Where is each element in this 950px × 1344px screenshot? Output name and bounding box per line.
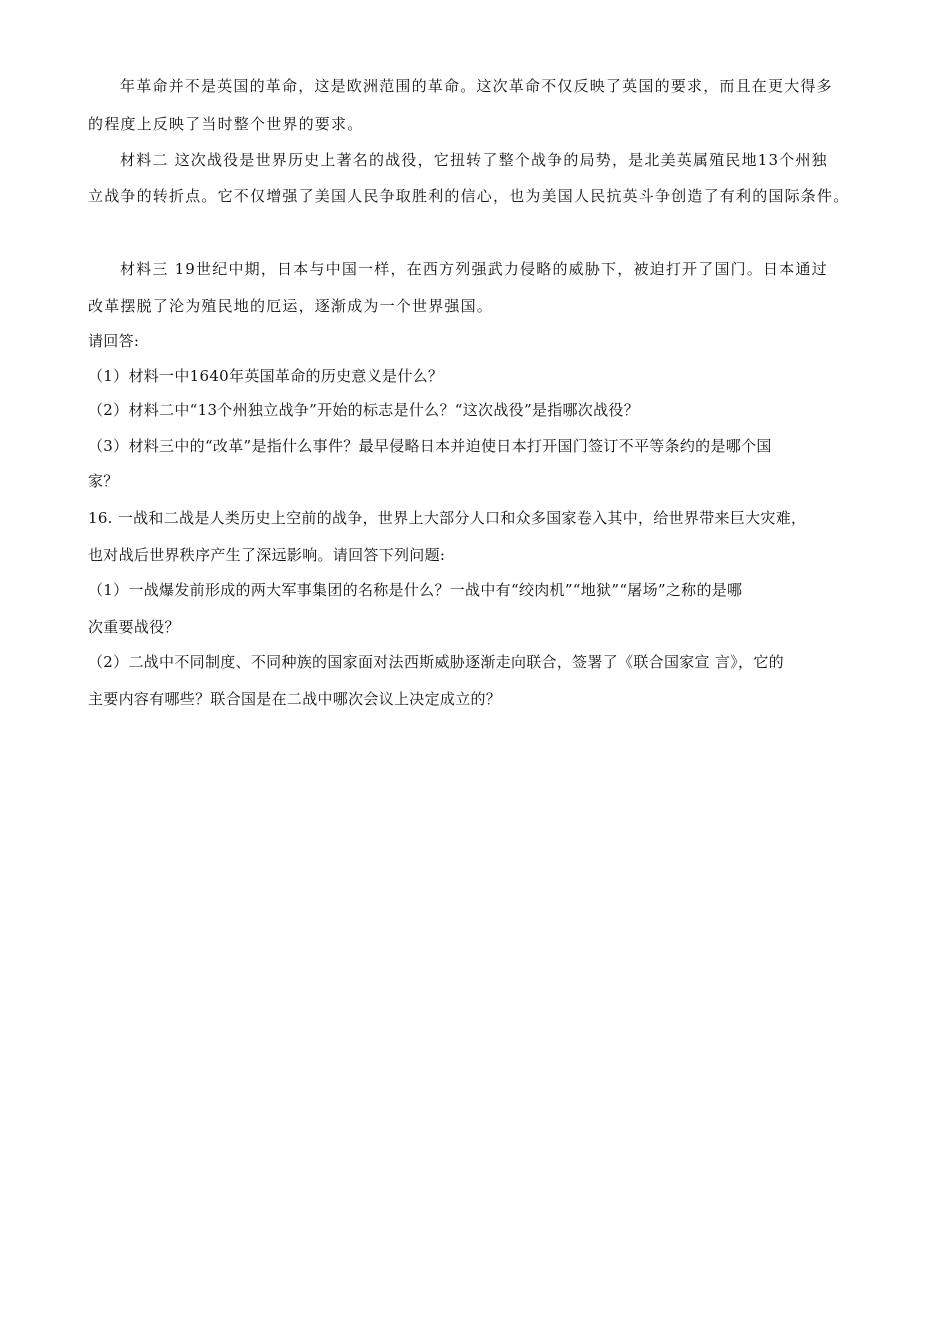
q16-sub2-line1: （2）二战中不同制度、不同种族的国家面对法西斯威胁逐渐走向联合，签署了《联合国家宣 言》，它的: [88, 653, 784, 671]
q16-sub1-line1: （1）一战爆发前形成的两大军事集团的名称是什么？一战中有“绞肉机”“地狱”“屠场”之称的是哪: [88, 581, 743, 599]
q15-sub3-line2: 家？: [88, 472, 119, 490]
q16-stem-line2: 也对战后世界秩序产生了深远影响。请回答下列问题:: [88, 546, 446, 564]
q16-sub1-line2: 次重要战役？: [88, 618, 180, 636]
material1-text-line1: 年革命并不是英国的革命，这是欧洲范围的革命。这次革命不仅反映了英国的要求，而且在更大得多: [120, 77, 833, 95]
material2-text-line2: 立战争的转折点。它不仅增强了美国人民争取胜利的信心，也为美国人民抗英斗争创造了有利的国际条件。: [88, 187, 850, 205]
q15-sub3-line1: （3）材料三中的“改革”是指什么事件？最早侵略日本并迫使日本打开国门签订不平等条约的是哪个国: [88, 437, 772, 455]
q16-sub2-line2: 主要内容有哪些？联合国是在二战中哪次会议上决定成立的？: [88, 690, 502, 708]
q15-sub2: （2）材料二中“13个州独立战争”开始的标志是什么？“这次战役”是指哪次战役？: [88, 401, 640, 419]
answer-prompt: 请回答:: [88, 332, 140, 350]
material3-text-line2: 改革摆脱了沦为殖民地的厄运，逐渐成为一个世界强国。: [88, 297, 494, 315]
material2-text-line1: 材料二 这次战役是世界历史上著名的战役，它扭转了整个战争的局势，是北美英属殖民地13个州独: [120, 151, 828, 169]
material1-text-line2: 的程度上反映了当时整个世界的要求。: [88, 115, 364, 133]
q15-sub1: （1）材料一中1640年英国革命的历史意义是什么？: [88, 367, 444, 385]
material3-text-line1: 材料三 19世纪中期，日本与中国一样，在西方列强武力侵略的威胁下，被迫打开了国门。日本通过: [120, 260, 828, 278]
q16-stem-line1: 16. 一战和二战是人类历史上空前的战争，世界上大部分人口和众多国家卷入其中，给世界带来巨大灾难，: [88, 509, 807, 527]
